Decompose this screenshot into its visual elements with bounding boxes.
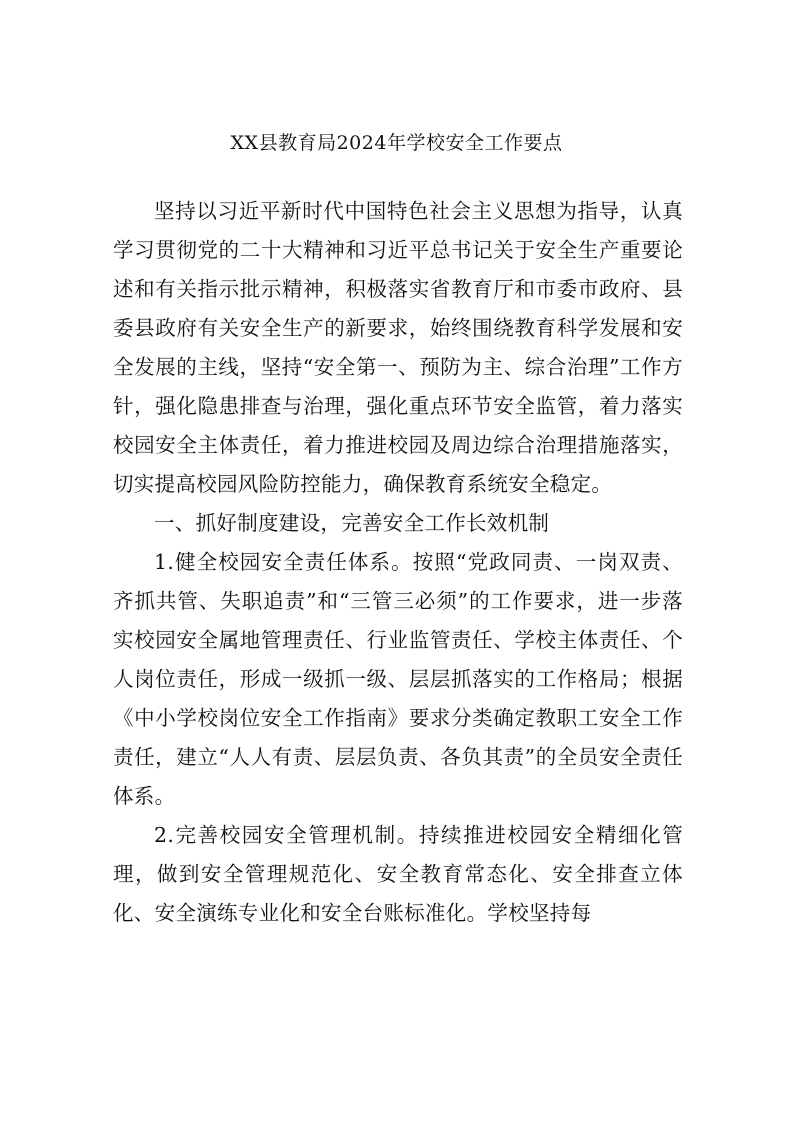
section-heading-1: 一、抓好制度建设，完善安全工作长效机制: [154, 511, 550, 535]
paragraph-intro: 坚持以习近平新时代中国特色社会主义思想为指导，认真学习贯彻党的二十大精神和习近平总书记关于安全生产重要论述和有关指示批示精神，积极落实省教育厅和市委市政府、县委县政府有关安全生产的新要求，始终围绕教育科学发展和安全发展的主线，坚持“安全第一、预防为主、综合治理”工作方针，强化隐患排查与治理，强化重点环节安全监管，着力落实校园安全主体责任，着力推进校园及周边综合治理措施落实，切实提高校园风险防控能力，确保教育系统安全稳定。: [113, 199, 683, 496]
document-title: XX县教育局2024年学校安全工作要点: [230, 132, 563, 154]
paragraph-item-1: 1.健全校园安全责任体系。按照“党政同责、一岗双责、齐抓共管、失职追责”和“三管三必须”的工作要求，进一步落实校园安全属地管理责任、行业监管责任、学校主体责任、个人岗位责任，形成一级抓一级、层层抓落实的工作格局；根据《中小学校岗位安全工作指南》要求分类确定教职工安全工作责任，建立“人人有责、层层负责、各负其责”的全员安全责任体系。: [113, 550, 683, 808]
document-body: [113, 192, 683, 933]
paragraph-item-2: 2.完善校园安全管理机制。持续推进校园安全精细化管理，做到安全管理规范化、安全教育常态化、安全排查立体化、安全演练专业化和安全台账标准化。学校坚持每: [113, 823, 683, 925]
